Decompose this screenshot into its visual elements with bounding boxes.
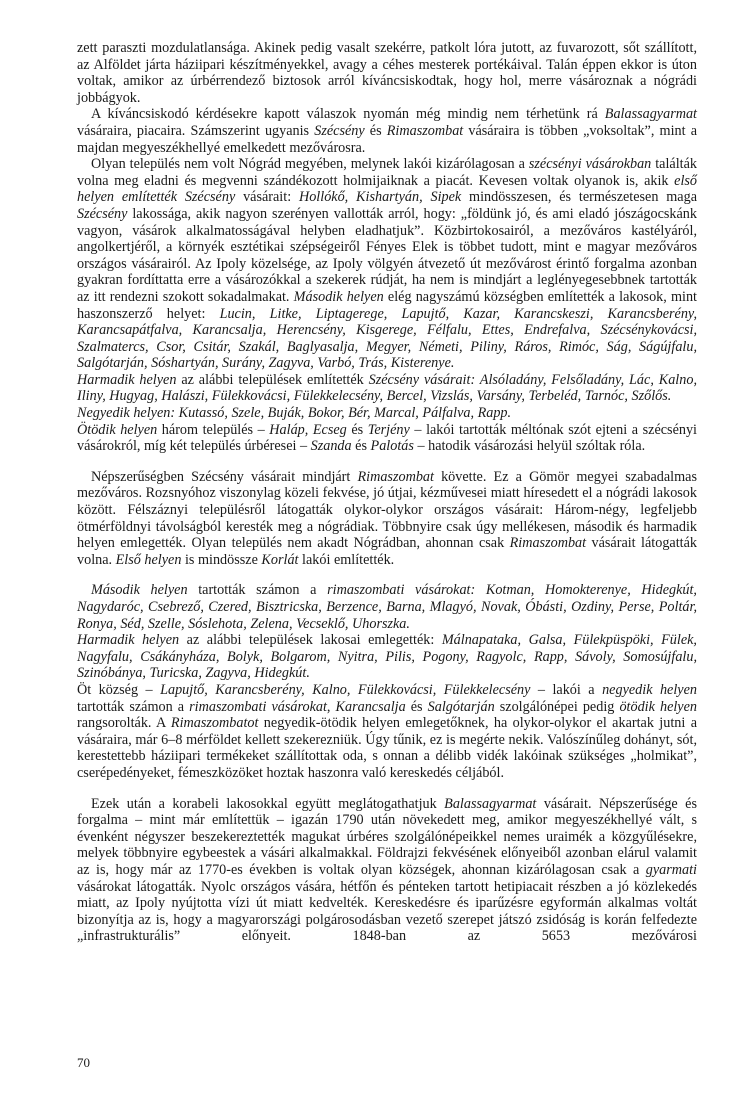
paragraph	[77, 156, 697, 372]
italic-run: Negyedik helyen: Kutassó, Szele, Buják, Bokor, Bér, Marcal, Pálfalva, Rapp.	[77, 405, 512, 422]
text-run: Népszerűségben Szécsény vásárait mindjárt	[91, 468, 358, 485]
text-run: szolgálónépei pedig	[494, 698, 620, 715]
italic-run: Szanda	[310, 438, 352, 455]
page-body	[77, 40, 697, 945]
text-run: ,	[326, 698, 336, 715]
italic-run: Lucin, Litke, Liptagerege, Lapujtő, Kazar, Karancskeszi, Karancsberény, Karancsapátfalva, Karancsalja, Herencsény, Kisgerege, Félfalu, Ettes, Endrefalva, Szécsénykovácsi, Szalmatercs, Csor, Csitár, Szakál, Baglyasalja, Megyer, Németi, Piliny, Ráros, Rimóc, Ság, Ságújfalu, Salgótarján, Sóshartyán, Surány, Zagyva, Varbó, Trás, Kisterenye.	[77, 305, 697, 372]
text-run: – lakói a	[530, 681, 603, 698]
italic-run: Karancsalja	[335, 698, 406, 715]
italic-run: szécsényi vásárokban	[528, 156, 652, 173]
italic-run: Hollókő, Kishartyán, Sipek	[298, 189, 462, 206]
text-run: rangsorolták. A	[77, 715, 171, 732]
paragraph	[77, 372, 697, 405]
italic-run: Szécsény	[77, 205, 128, 222]
italic-run: Palotás	[370, 438, 414, 455]
text-run: és	[346, 421, 368, 438]
italic-run: Szécsény	[314, 122, 365, 139]
italic-run: ötödik helyen	[619, 698, 697, 715]
text-run: mindösszesen, és természetesen maga	[461, 189, 697, 206]
italic-run: Harmadik helyen	[77, 632, 180, 649]
text-run: is mindössze	[181, 551, 262, 568]
italic-run: Ötödik helyen	[77, 421, 158, 438]
text-run: az alábbi települések említették	[176, 371, 369, 388]
text-run: három település –	[157, 421, 270, 438]
text-run: vásárait látogatták volna.	[77, 535, 697, 568]
text-run: – hatodik vásározási helyül szóltak róla.	[413, 438, 646, 455]
italic-run: Harmadik helyen	[77, 371, 177, 388]
text-run: és	[405, 698, 428, 715]
paragraph	[77, 40, 697, 106]
paragraph	[77, 422, 697, 455]
italic-run: rimaszombati vásárokat	[189, 698, 327, 715]
italic-run: Második helyen	[91, 582, 188, 599]
text-run: vásárait. Népszerűsége és forgalma – mint már említettük – igazán 1790 után növekedett meg, amikor megyeszékhellyé vált, s évenként négyszer beszekereztették magukat úrbéres szolgálónépeikkel nemes uraimék a közgyűlésekre, melyek többnyire egybeestek a vásári alkalmakkal. Földrajzi fekvésének előnyeiből azonban elárul valamit az is, hogy már az 1770-es években is voltak olyan községek, ahonnan kizárólagosan csak a	[77, 795, 697, 878]
italic-run: Málnapataka, Galsa, Fülekpüspöki, Fülek, Nagyfalu, Csákányháza, Bolyk, Bolgarom, Nyitra, Pilis, Pogony, Ragyolc, Rapp, Sávoly, Somosújfalu, Szinóbánya, Turicska, Zagyva, Hidegkút.	[77, 632, 697, 682]
text-run: lakói említették.	[298, 551, 395, 568]
text-run: és	[364, 122, 387, 139]
text-run: negyedik-ötödik helyen emlegetőknek, ha olykor-olykor el akartak jutni a vásáraira, már 6–8 mérföldet kellett szekerezniük. Úgy tűnik, ez is megérte nekik. Valószínűleg dohányt, sót, kerestettebb háziipari termékeket szállítottak oda, s onnan a délibb vidék lakóinak szükséges „holmikat”, cserépedényeket, fémeszközöket hoztak haszonra való kereskedés céljából.	[77, 715, 697, 781]
paragraph	[77, 106, 697, 156]
text-run: lakossága, akik nagyon szerényen vallották arról, hogy: „földünk jó, és ami eladó jószágocskánk vagyon, vásárok alkalmatosságával helyben eladhatjuk”. Közbirtokosairól, a mezőváros kastélyáról, angolkertjéről, a környék esztétikai szépségeiről Fényes Elek is többet tudott, mint e magyar mezőváros országos vásárairól. Az Ipoly közelsége, az Ipoly völgyén átvezető út mezővárost érintő forgalma azonban gyakran fordíttatta erre a vásározókkal a szekerek rúdját, ha nem is mindjárt a leglényegesebbnek tartották az itt rendezni szokott sokadalmakat.	[77, 205, 697, 305]
italic-run: negyedik helyen	[602, 681, 697, 698]
page-number: 70	[77, 1055, 90, 1070]
text-run: Öt község –	[77, 681, 161, 698]
italic-run: Első helyen	[115, 551, 182, 568]
italic-run: gyarmati	[645, 861, 697, 878]
paragraph	[77, 405, 697, 422]
text-run: az alábbi települések lakosai emlegették:	[179, 632, 442, 649]
italic-run: Balassagyarmat	[604, 106, 697, 123]
italic-run: Korlát	[261, 551, 299, 568]
text-run: követte. Ez a Gömör megyei szabadalmas mezőváros. Rozsnyóhoz viszonylag közeli fekvése, jó útjai, kézművesei miatt híresedett el a nógrádi lakosok között. Félszáznyi településről látogatták olykor-olykor országos vásárait: Három-négy, legfeljebb ötmérföldnyi távolságból keresték meg a nógrádiak. Többnyire csak úgy mellékesen, második és harmadik helyen emlegették. Olyan település nem akadt Nógrádban, ahonnan csak	[77, 468, 697, 552]
italic-run: első helyen említették Szécsény	[77, 172, 697, 206]
italic-run: rimaszombati vásárokat: Kotman, Homokterenye, Hidegkút, Nagydaróc, Csebrező, Czered, Bisztricska, Berzence, Barna, Mlagyó, Novak, Óbásti, Ozdiny, Perse, Poltár, Ronya, Séd, Szelle, Sóslehota, Zelena, Vecseklő, Uhorszka.	[77, 582, 697, 632]
text-run: elég nagyszámú községben említették a lakosok, mint haszonszerző helyet:	[77, 288, 698, 322]
text-run: vásárokat látogatták. Nyolc országos vására, hétfőn és pénteken tartott hetipiacait részben a jó közlekedés miatt, az Ipoly nyújtotta vízi út miatt kedvelték. Kereskedésre és iparűzésre egyformán alkalmas voltát bizonyítja az is, hogy a magyarországi polgárosodásban vezető szerepet játszó zsidóság is korán felfedezte „infrastrukturális” előnyeit. 1848-ban az 5653 mezővárosi	[77, 878, 697, 945]
text-run: tartották számon a	[77, 698, 190, 715]
italic-run: Rimaszombatot	[170, 715, 259, 732]
text-run: vásáraira, piacaira. Számszerint ugyanis	[77, 122, 315, 139]
italic-run: Szécsény vásárait: Alsóladány, Felsőladány, Lác, Kalno, Iliny, Hugyag, Halászi, Fülekkovácsi, Fülekkelecsény, Bercel, Vizslás, Varsány, Terbeléd, Tarnóc, Szőlős.	[77, 371, 697, 405]
text-run: vásárait:	[235, 189, 299, 206]
italic-run: Rimaszombat	[386, 122, 464, 139]
text-run: Olyan település nem volt Nógrád megyében, melynek lakói kizárólagosan a	[91, 156, 529, 173]
italic-run: Haláp, Ecseg	[269, 421, 347, 438]
text-run: vásáraira is többen „voksoltak”, mint a majdan megyeszékhellyé emelkedett mezővárosra.	[77, 122, 697, 156]
italic-run: Lapujtő, Karancsberény, Kalno, Fülekkovácsi, Fülekkelecsény	[160, 681, 531, 698]
text-run: – lakói tartották méltónak szót ejteni a szécsényi vásárokról, míg két település úrbéresei –	[77, 421, 697, 455]
paragraph	[77, 469, 697, 569]
italic-run: Balassagyarmat	[444, 795, 537, 812]
paragraph	[77, 582, 697, 632]
text-run: találták volna meg eladni és megvenni szándékozott holmijaiknak a piacát. Kevesen voltak olyanok is, akik	[77, 156, 697, 189]
paragraph	[77, 796, 697, 945]
text-run: és	[351, 438, 371, 455]
paragraph	[77, 682, 697, 782]
text-run: Ezek után a korabeli lakosokkal együtt meglátogathatjuk	[91, 795, 445, 812]
paragraph	[77, 632, 697, 682]
text-run: zett paraszti mozdulatlansága. Akinek pedig vasalt szekérre, patkolt lóra jutott, az fuvarozott, sőt szállított, az Alföldet járta háziipari készítményekkel, avagy a céhes mesterek portékáival. Talán éppen ekkor is úton voltak, amikor az úrbérrendező biztosok arról kíváncsiskodtak, hogy hol, merre vásároznak a nógrádi jobbágyok.	[77, 40, 697, 106]
text-run: tartották számon a	[187, 582, 328, 599]
italic-run: Második helyen	[293, 288, 384, 305]
italic-run: Salgótarján	[427, 698, 495, 715]
italic-run: Rimaszombat	[509, 535, 587, 552]
text-run: A kíváncsiskodó kérdésekre kapott válaszok nyomán még mindig nem térhetünk rá	[91, 106, 605, 123]
italic-run: Terjény	[367, 421, 410, 438]
italic-run: Rimaszombat	[357, 468, 434, 485]
